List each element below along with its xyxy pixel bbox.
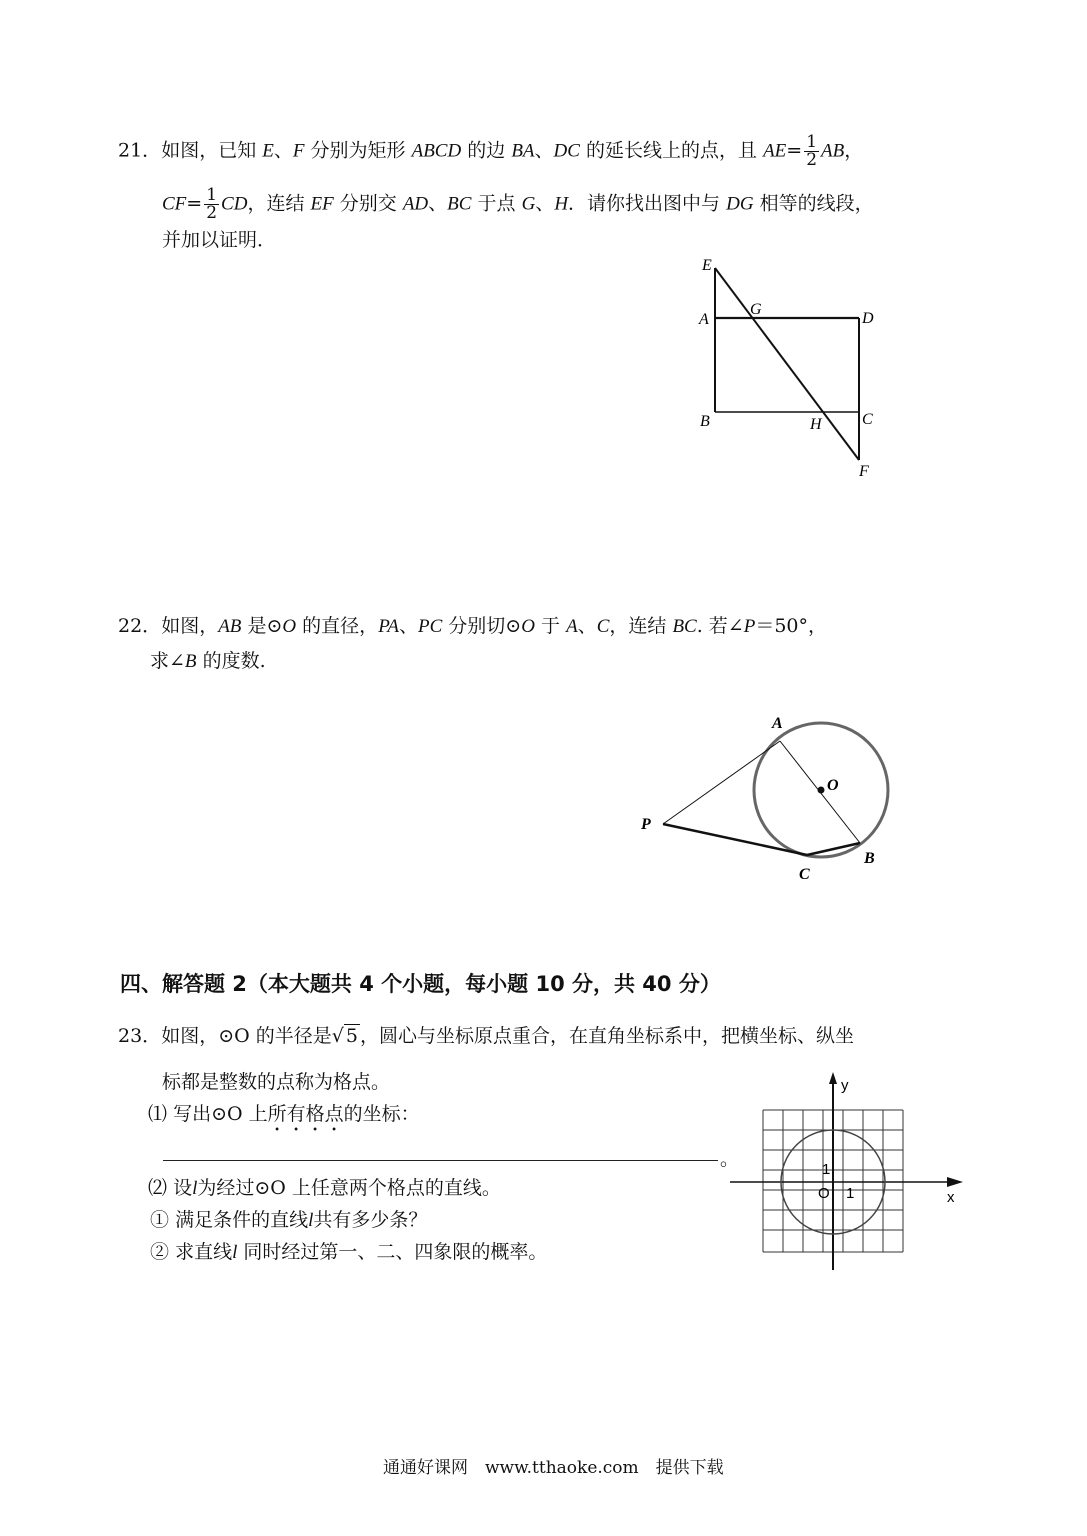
q21-figure [690, 252, 890, 482]
segment-PC [663, 824, 807, 855]
x-axis-arrow-icon [947, 1177, 963, 1187]
q23-sub2: ② 求直线l 同时经过第一、二、四象限的概率。 [150, 1241, 548, 1263]
label-O: O [827, 777, 839, 794]
segment-EF [715, 268, 859, 460]
label-F: F [859, 463, 869, 480]
fraction-one-half: $\frac{1}{2}$ [206, 185, 218, 223]
label-E: E [702, 257, 712, 274]
segment-PA [663, 741, 780, 824]
q23-grid-figure [725, 1070, 975, 1280]
label-C: C [862, 411, 873, 428]
label-P: P [641, 816, 651, 833]
q23-line1: 23．如图，⊙O 的半径是√ 5 ，圆心与坐标原点重合，在直角坐标系中，把横坐标、纵坐 [118, 1025, 854, 1047]
label-x-unit: 1 [846, 1185, 855, 1202]
page-footer: 通通好课网 www.tthaoke.com 提供下载 [383, 1458, 724, 1478]
q21-line1: 21．如图，已知 E、F 分别为矩形 ABCD 的边 BA、DC 的延长线上的点，且 AE= $\frac{1}{2}$ AB， [118, 132, 864, 170]
label-A: A [772, 715, 783, 732]
label-B: B [700, 413, 710, 430]
q22-figure [635, 706, 905, 886]
center-point-O [818, 787, 825, 794]
label-x: x [947, 1189, 955, 1206]
q22-number: 22． [118, 615, 162, 637]
label-B: B [864, 850, 875, 867]
answer-line-end: 。 [720, 1148, 740, 1170]
q22-line1: 22．如图，AB 是⊙O 的直径，PA、PC 分别切⊙O 于 A、C，连结 BC. 若∠P＝50°， [118, 615, 828, 637]
q23-part2: ⑵ 设l为经过⊙O 上任意两个格点的直线。 [148, 1177, 501, 1199]
q22-line2: 求∠B 的度数. [150, 650, 266, 672]
label-y: y [841, 1077, 849, 1094]
label-C: C [799, 866, 810, 883]
q23-line2: 标都是整数的点称为格点。 [162, 1071, 391, 1093]
q21-line2: CF= $\frac{1}{2}$ CD，连结 EF 分别交 AD、BC 于点 G、H．请你找出图中与 DG 相等的线段， [162, 185, 874, 223]
section-heading: 四、解答题 2（本大题共 4 个小题，每小题 10 分，共 40 分） [120, 972, 721, 996]
label-G: G [750, 301, 762, 318]
q23-number: 23． [118, 1025, 162, 1047]
q21-line3: 并加以证明． [162, 229, 277, 251]
fraction-one-half: $\frac{1}{2}$ [806, 132, 818, 170]
q23-part1: ⑴ 写出⊙O 上所有格点的坐标： [148, 1103, 420, 1125]
q23-sub1: ① 满足条件的直线l共有多少条？ [150, 1209, 428, 1231]
q21-number: 21． [118, 139, 162, 162]
label-y-unit: 1 [822, 1161, 831, 1178]
label-H: H [810, 416, 822, 433]
answer-blank-line[interactable] [163, 1160, 718, 1161]
label-D: D [862, 310, 874, 327]
label-origin: O [818, 1185, 830, 1202]
y-axis-arrow-icon [829, 1072, 837, 1084]
label-A: A [699, 311, 709, 328]
emphasis-dotted: 所有格点 [267, 1103, 344, 1125]
sqrt-five: √ 5 [331, 1025, 358, 1047]
